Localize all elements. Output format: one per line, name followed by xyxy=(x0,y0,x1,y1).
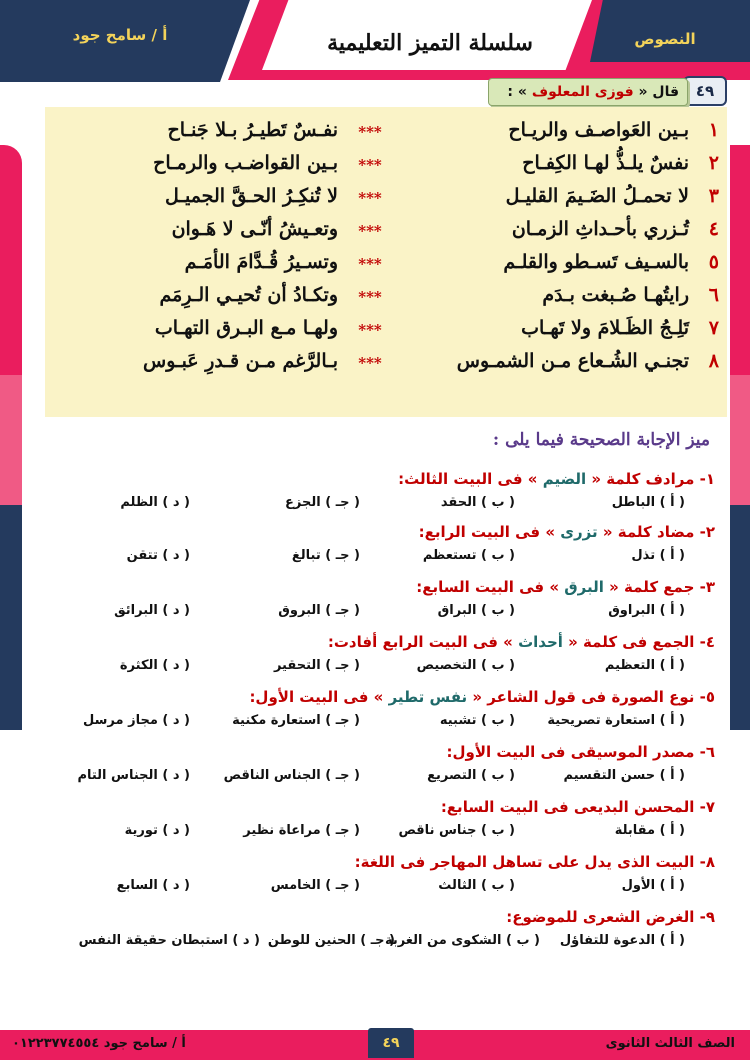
poem-verse xyxy=(45,315,727,349)
answer-option[interactable]: ( أ ) مقابلة xyxy=(614,823,685,838)
verse-separator: *** xyxy=(358,354,382,372)
verse-number: ٤ xyxy=(708,218,719,240)
answer-option[interactable]: ( جـ ) التحقير xyxy=(273,658,360,673)
poem-panel xyxy=(45,107,727,417)
section-label: النصوص xyxy=(634,30,696,48)
question-text-end: » فى البيت الأول: xyxy=(249,688,384,706)
verse-second-hemistich: نفـسٌ تَطيـرُ بـلا جَنـاح xyxy=(167,119,338,141)
answer-option[interactable]: ( جـ ) الحنين للوطن xyxy=(267,933,395,948)
text-number-badge: ٤٩ xyxy=(683,76,727,106)
answer-option[interactable]: ( أ ) التعظيم xyxy=(604,658,685,673)
verse-second-hemistich: وتكـادُ أن تُحيـي الـرِمَم xyxy=(159,284,338,306)
verse-second-hemistich: بـالرَّغم مـن قـدرِ عَبـوس xyxy=(143,350,338,372)
right-side-bar xyxy=(730,375,750,505)
poet-label-prefix: قال « xyxy=(638,84,679,100)
footer-grade: الصف الثالث الثانوى xyxy=(605,1036,735,1051)
poem-verse xyxy=(45,216,727,250)
question-title xyxy=(40,908,715,926)
verse-second-hemistich: وتعـيشُ أنّـى لا هَـوان xyxy=(171,218,338,240)
verse-separator: *** xyxy=(358,156,382,174)
poem-verse xyxy=(45,183,727,217)
verse-first-hemistich: تَلِـجُ الظَـلامَ ولا تَهـاب xyxy=(521,317,689,339)
question-title xyxy=(40,578,715,596)
answer-option[interactable]: ( ب ) الحقد xyxy=(440,495,515,510)
answer-option[interactable]: ( ب ) تشبيه xyxy=(439,713,515,728)
question-title xyxy=(40,523,715,541)
poem-verse xyxy=(45,150,727,184)
answer-option[interactable]: ( د ) استبطان حقيقة النفس xyxy=(78,933,260,948)
question-keyword: أحداث xyxy=(518,633,563,651)
question-title xyxy=(40,688,715,706)
page-title: سلسلة التميز التعليمية xyxy=(327,30,533,56)
verse-number: ٧ xyxy=(708,317,719,339)
verse-first-hemistich: بـين العَواصـف والريـاح xyxy=(508,119,689,141)
verse-first-hemistich: تجنـي الشُـعاع مـن الشمـوس xyxy=(456,350,689,372)
right-side-bar xyxy=(730,145,750,375)
question-keyword: الضيم xyxy=(542,470,587,488)
answer-option[interactable]: ( أ ) حسن التقسيم xyxy=(563,768,685,783)
verse-first-hemistich: نفسٌ يلـذُّ لهـا الكِفـاح xyxy=(522,152,689,174)
left-side-bar xyxy=(0,145,22,375)
answer-option[interactable]: ( د ) الجناس التام xyxy=(77,768,190,783)
answer-option[interactable]: ( جـ ) الجناس الناقص xyxy=(223,768,360,783)
question-title xyxy=(40,633,715,651)
left-side-bar xyxy=(0,505,22,730)
question-text: ٩- الغرض الشعرى للموضوع: xyxy=(506,908,715,926)
answer-option[interactable]: ( د ) الظلم xyxy=(120,495,190,510)
verse-separator: *** xyxy=(358,222,382,240)
answer-option[interactable]: ( جـ ) الخامس xyxy=(270,878,360,893)
verse-number: ٦ xyxy=(708,284,719,306)
verse-second-hemistich: لا تُنكِـرُ الحـقَّ الجميـل xyxy=(165,185,338,207)
right-side-bar xyxy=(730,505,750,730)
verse-first-hemistich: تُـزري بأحـداثِ الزمـان xyxy=(511,218,689,240)
poet-label-suffix: » : xyxy=(507,84,527,100)
answer-option[interactable]: ( أ ) استعارة تصريحية xyxy=(547,713,685,728)
question-keyword: نفس تطير xyxy=(388,688,468,706)
question-title xyxy=(40,853,715,871)
question-title xyxy=(40,798,715,816)
answer-option[interactable]: ( ب ) الشكوى من الغربة xyxy=(384,933,540,948)
verse-separator: *** xyxy=(358,255,382,273)
verse-first-hemistich: بالسـيف تَسـطو والقلـم xyxy=(503,251,689,273)
question-keyword: تزرى xyxy=(560,523,598,541)
answer-option[interactable]: ( ب ) الثالث xyxy=(438,878,515,893)
answer-option[interactable]: ( جـ ) تبالغ xyxy=(291,548,360,563)
answer-option[interactable]: ( د ) السابع xyxy=(116,878,190,893)
answer-option[interactable]: ( جـ ) مراعاة نظير xyxy=(243,823,360,838)
verse-separator: *** xyxy=(358,123,382,141)
answer-option[interactable]: ( د ) مجاز مرسل xyxy=(83,713,190,728)
answer-option[interactable]: ( د ) تتقن xyxy=(126,548,190,563)
answer-option[interactable]: ( د ) البرائق xyxy=(114,603,190,618)
poem-verse xyxy=(45,249,727,283)
left-side-bar xyxy=(0,375,22,505)
answer-option[interactable]: ( جـ ) البروق xyxy=(278,603,360,618)
verse-separator: *** xyxy=(358,288,382,306)
question-text-end: » فى البيت الرابع أفادت: xyxy=(327,633,513,651)
verse-number: ٥ xyxy=(708,251,719,273)
question-keyword: البرق xyxy=(564,578,604,596)
verse-second-hemistich: ولهـا مـع البـرق التهـاب xyxy=(154,317,338,339)
answer-option[interactable]: ( د ) الكثرة xyxy=(119,658,190,673)
poem-verse xyxy=(45,117,727,151)
answer-option[interactable]: ( أ ) تذل xyxy=(631,548,685,563)
question-text-end: » فى البيت السابع: xyxy=(416,578,560,596)
question-title xyxy=(40,470,715,488)
verse-separator: *** xyxy=(358,189,382,207)
answer-option[interactable]: ( أ ) الباطل xyxy=(611,495,685,510)
question-text-end: » فى البيت الرابع: xyxy=(418,523,556,541)
verse-number: ٣ xyxy=(708,185,719,207)
answer-option[interactable]: ( ب ) البراق xyxy=(437,603,515,618)
question-text: ٣- جمع كلمة « xyxy=(609,578,715,596)
verse-number: ٨ xyxy=(708,350,719,372)
answer-option[interactable]: ( ب ) التصريع xyxy=(427,768,515,783)
question-text: ١- مرادف كلمة « xyxy=(591,470,715,488)
poet-name: فوزى المعلوف xyxy=(531,84,634,100)
answer-option[interactable]: ( جـ ) استعارة مكنية xyxy=(232,713,360,728)
footer-author: أ / سامح جود ٠١٢٢٣٧٧٤٥٥٤ xyxy=(12,1036,186,1051)
question-text: ٢- مضاد كلمة « xyxy=(602,523,715,541)
poem-verse xyxy=(45,348,727,382)
verse-first-hemistich: رايتُهـا صُـبغت بـدَم xyxy=(542,284,689,306)
answer-option[interactable]: ( أ ) الدعوة للتفاؤل xyxy=(559,933,685,948)
question-title xyxy=(40,743,715,761)
verse-separator: *** xyxy=(358,321,382,339)
verse-first-hemistich: لا تحمـلُ الضَـيمَ القليـل xyxy=(505,185,689,207)
poem-verse xyxy=(45,282,727,316)
question-text: ٧- المحسن البديعى فى البيت السابع: xyxy=(440,798,715,816)
header-author: أ / سامح جود xyxy=(72,26,168,44)
question-text: ٤- الجمع فى كلمة « xyxy=(568,633,715,651)
instruction-heading: ميز الإجابة الصحيحة فيما يلى : xyxy=(492,430,710,450)
question-text: ٨- البيت الذى يدل على تساهل المهاجر فى اللغة: xyxy=(354,853,715,871)
answer-option[interactable]: ( د ) تورية xyxy=(124,823,190,838)
verse-number: ١ xyxy=(708,119,719,141)
answer-option[interactable]: ( أ ) البراوق xyxy=(608,603,685,618)
answer-option[interactable]: ( ب ) تستعظم xyxy=(422,548,515,563)
verse-second-hemistich: وتسـيرُ قُـدَّامَ الأمَـم xyxy=(184,251,338,273)
page-number: ٤٩ xyxy=(368,1028,414,1058)
poet-label xyxy=(488,78,688,106)
question-text: ٥- نوع الصورة فى قول الشاعر « xyxy=(472,688,715,706)
answer-option[interactable]: ( ب ) جناس ناقص xyxy=(398,823,515,838)
question-text: ٦- مصدر الموسيقى فى البيت الأول: xyxy=(446,743,715,761)
verse-second-hemistich: بـين القواضـب والرمـاح xyxy=(153,152,338,174)
answer-option[interactable]: ( أ ) الأول xyxy=(621,878,685,893)
question-text-end: » فى البيت الثالث: xyxy=(398,470,538,488)
answer-option[interactable]: ( جـ ) الجزع xyxy=(285,495,360,510)
verse-number: ٢ xyxy=(708,152,719,174)
answer-option[interactable]: ( ب ) التخصيص xyxy=(416,658,515,673)
